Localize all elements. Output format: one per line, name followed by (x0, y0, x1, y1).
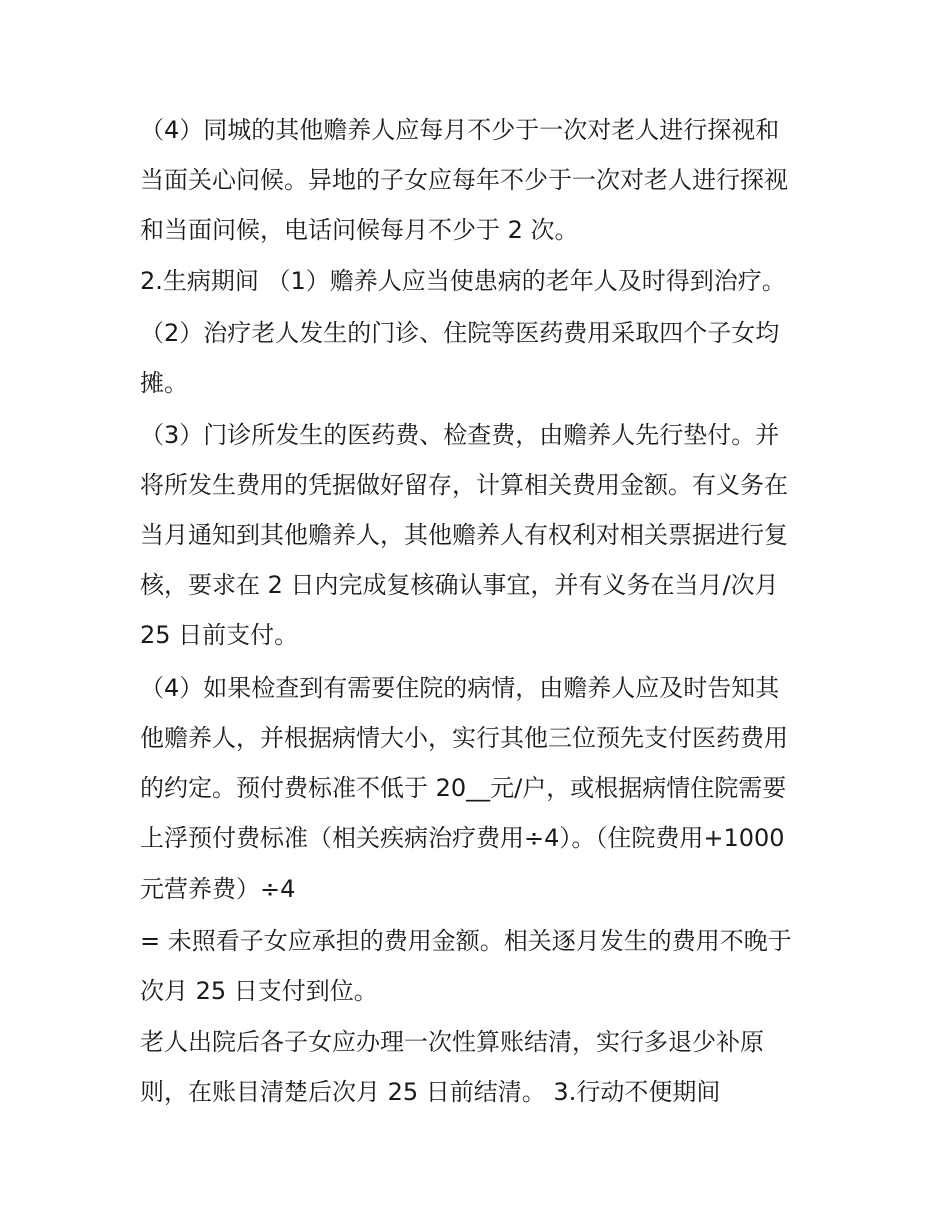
text-line: 当面关心问候。异地的子女应每年不少于一次对老人进行探视 (140, 166, 788, 194)
text-line: （4）同城的其他赡养人应每月不少于一次对老人进行探视和 (140, 116, 780, 144)
text-line: 次月 25 日支付到位。 (140, 977, 378, 1005)
text-line: 摊。 (140, 369, 188, 397)
text-line: 他赡养人，并根据病情大小，实行其他三位预先支付医药费用 (140, 724, 788, 752)
text-line: = 未照看子女应承担的费用金额。相关逐月发生的费用不晚于 (140, 927, 792, 955)
text-line: 25 日前支付。 (140, 621, 299, 649)
text-line: （3）门诊所发生的医药费、检查费，由赡养人先行垫付。并 (140, 421, 780, 449)
text-line: 老人出院后各子女应办理一次性算账结清，实行多退少补原 (140, 1028, 764, 1056)
text-line: 和当面问候，电话问候每月不少于 2 次。 (140, 216, 579, 244)
text-line: 的约定。预付费标准不低于 20__元/户，或根据病情住院需要 (140, 774, 787, 802)
text-line: （4）如果检查到有需要住院的病情，由赡养人应及时告知其 (140, 674, 780, 702)
text-line: （2）治疗老人发生的门诊、住院等医药费用采取四个子女均 (140, 319, 780, 347)
text-line: 将所发生费用的凭据做好留存，计算相关费用金额。有义务在 (140, 471, 788, 499)
text-line: 核，要求在 2 日内完成复核确认事宜，并有义务在当月/次月 (140, 571, 779, 599)
text-line: 上浮预付费标准（相关疾病治疗费用÷4）。（住院费用+1000 (140, 824, 785, 852)
text-line: 元营养费）÷4 (140, 875, 296, 903)
text-line: 则，在账目清楚后次月 25 日前结清。 3.行动不便期间 (140, 1078, 721, 1106)
text-line: 2.生病期间 （1）赡养人应当使患病的老年人及时得到治疗。 (140, 267, 786, 295)
text-line: 当月通知到其他赡养人，其他赡养人有权利对相关票据进行复 (140, 521, 788, 549)
